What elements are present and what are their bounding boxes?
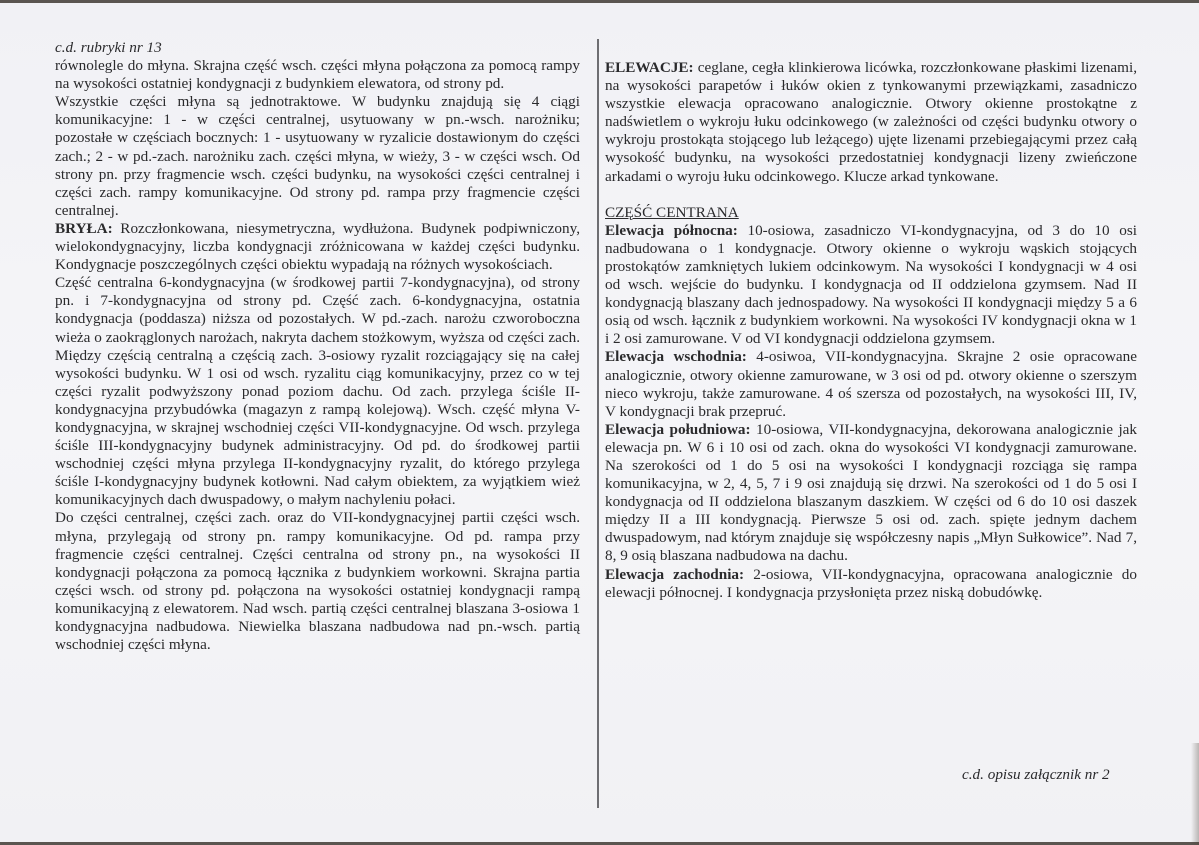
page-curl-shadow: [1191, 743, 1199, 845]
paragraph-bryla: [55, 220, 580, 274]
paragraph-lead: Elewacja północna:: [605, 221, 738, 239]
paragraph-text: Wszystkie części młyna są jednotraktowe. W budynku znajdują się 4 ciągi komunikacyjne: 1 - w części centralnej, usytuowany w pn.-wsch. narożniku; pozostałe w częściach bocznych: 1 - usytuowany w ryzalicie dostawionym do części zach.; 2 - w pd.-zach. narożniku zach. części młyna, w wieży, 3 - w części wsch. Od strony pn. przy fragmencie wsch. części budynku, na wysokości części centralnej i części zach. rampy komunikacyjne. Od strony pd. rampa przy fragmencie części centralnej.: [55, 93, 580, 219]
footer-continuation-caption: c.d. opisu załącznik nr 2: [962, 766, 1110, 783]
paragraph-elevation-east: [605, 348, 1137, 420]
right-column: [605, 59, 1137, 602]
continuation-caption: c.d. rubryki nr 13: [55, 39, 162, 56]
paragraph: [55, 274, 580, 509]
paragraph-lead: Elewacja zachodnia:: [605, 565, 745, 583]
left-column: [55, 39, 580, 654]
paragraph-text: równolegle do młyna. Skrajna część wsch. części młyna połączona za pomocą rampy na wysokości ostatniej kondygnacji z budynkiem elewatora, od strony pd.: [55, 57, 580, 93]
paragraph: [55, 57, 580, 93]
paragraph-elevation-south: [605, 421, 1137, 566]
paragraph-text: ceglane, cegła klinkierowa licówka, rozczłonkowane płaskimi lizenami, na wysokości parapetów i łuków okien z tynkowanymi przewiązkami, zasadniczo wszystkie elewacja opracowano analogicznie. Otwory okienne prostokątne z nadświetlem o wykroju łuku odcinkowego (w zależności od części budynku otwory o wykroju prostokąta stojącego lub leżącego) ujęte lizenami przebiegającymi przez całą wysokość budynku, na wysokości przedostatniej kondygnacji lizeny zwieńczone arkadami o wyroju łuku odcinkowego. Klucze arkad tynkowane.: [605, 59, 1137, 185]
paragraph-text: 10-osiowa, VII-kondygnacyjna, dekorowana analogicznie jak elewacja pn. W 6 i 10 osi od zach. okna do wysokości VI kondygnacji zamurowane. Na szerokości od 1 do 5 osi na wysokości I kondygnacji rozciąga się rampa komunikacyjna, w 2, 4, 5, 7 i 9 osi znajdują się drzwi. Na szerokości od 1 do 5 osi I kondygnacja od II oddzielona blaszanym daszkiem. W części od 6 do 10 osi daszek między II a III kondygnacją. Pierwsze 5 osi od. zach. spięte jednym dachem dwuspadowym, nad którym znajduje się współczesny napis „Młyn Sułkowice”. Nad 7, 8, 9 osią blaszana nadbudowa na dachu.: [605, 420, 1137, 565]
paragraph-text: Część centralna 6-kondygnacyjna (w środkowej partii 7-kondygnacyjna), od strony pn. i 7-kondygnacyjna od strony pd. Część zach. 6-kondygnacyjna, ostatnia kondygnacja (poddasza) niższa od pozostałych. W pd.-zach. narożu czworoboczna wieża o zaokrąglonych narożach, nakryta dachem stożkowym, wyższa od części zach. Między częścią centralną a częścią zach. 3-osiowy ryzalit rozciągający się na całej wysokości budynku. W 1 osi od wsch. ryzalitu ciąg komunikacyjny, przez co w tej części ryzalit podwyższony ponad poziom dachu. Od zach. przylega ściśle II-kondygnacyjna przybudówka (magazyn z rampą kolejową). Wsch. część młyna V-kondygnacyjna, w skrajnej wschodniej części VII-kondygnacyjne. Od wsch. przylega ściśle III-kondygnacyjny budynek administracyjny. Od pd. do środkowej partii wschodniej części młyna przylega II-kondygnacyjny ryzalit, do którego przylega ściśle I-kondygnacyjny budynek kotłowni. Nad całym obiektem, za wyjątkiem wież komunikacyjnych dach dwuspadowy, o małym nachyleniu połaci.: [55, 274, 580, 509]
paragraph-lead: Elewacja południowa:: [605, 420, 751, 438]
paragraph-text: Rozczłonkowana, niesymetryczna, wydłużona. Budynek podpiwniczony, wielokondygnacyjny, liczba kondygnacji zróżnicowana w każdej części budynku. Kondygnacje poszczególnych części obiektu wypadają na różnych wysokościach.: [55, 219, 580, 274]
paragraph-text: 10-osiowa, zasadniczo VI-kondygnacyjna, od 3 do 10 osi nadbudowana o 1 kondygnacje. Otwory okienne o wykroju wąskich stojących prostokątów zamkniętych lukiem odcinkowym. Na wysokości I kondygnacji w 4 osi od wsch. wejście do budynku. I kondygnacja od II oddzielona gzymsem. Nad II kondygnacją blaszany dach jednospadowy. Na wysokości II kondygnacji między 5 a 6 osią od wsch. łącznik z budynkiem workowni. Na wysokości IV kondygnacji okna w 1 i 2 osi zamurowane. V od VI kondygnacji oddzielona gzymsem.: [605, 221, 1137, 348]
paragraph-lead: BRYŁA:: [55, 219, 113, 237]
paragraph-elevation-north: [605, 222, 1137, 349]
section-heading: CZĘŚĆ CENTRANA: [605, 203, 739, 221]
column-divider: [597, 39, 599, 808]
paragraph-text: 2-osiowa, VII-kondygnacyjna, opracowana analogicznie do elewacji północnej. I kondygnacja przysłonięta przez niską dobudówkę.: [605, 565, 1137, 601]
paragraph-elewacje: [605, 59, 1137, 186]
paragraph: [55, 93, 580, 220]
paragraph-elevation-west: [605, 566, 1137, 602]
paragraph-text: Do części centralnej, części zach. oraz do VII-kondygnacyjnej partii części wsch. młyna, przylegają od strony pn. rampy komunikacyjne. Od pd. rampa przy fragmencie części centralnej. Części centralna od strony pn., na wysokości II kondygnacji połączona za pomocą łącznika z budynkiem workowni. Skrajna partia części wsch. od strony pd. połączona na wysokości ostatniej kondygnacji rampą komunikacyjną z elewatorem. Nad wsch. partią części centralnej blaszana 3-osiowa 1 kondygnacyjna nadbudowa. Niewielka blaszana nadbudowa nad pn.-wsch. partią wschodniej części młyna.: [55, 509, 580, 654]
paragraph-text: 4-osiwoa, VII-kondygnacyjna. Skrajne 2 osie opracowane analogicznie, otwory okienne zamurowane, w 3 osi od pd. otwory okienne o szerszym nieco wykroju, także zamurowane. 4 oś szersza od pozostałych, na wysokości III, IV, V kondygnacji brak przepruć.: [605, 348, 1137, 420]
paragraph-lead: ELEWACJE:: [605, 59, 694, 76]
paragraph: [55, 509, 580, 654]
paragraph-lead: Elewacja wschodnia:: [605, 348, 747, 366]
document-page: [0, 3, 1199, 842]
